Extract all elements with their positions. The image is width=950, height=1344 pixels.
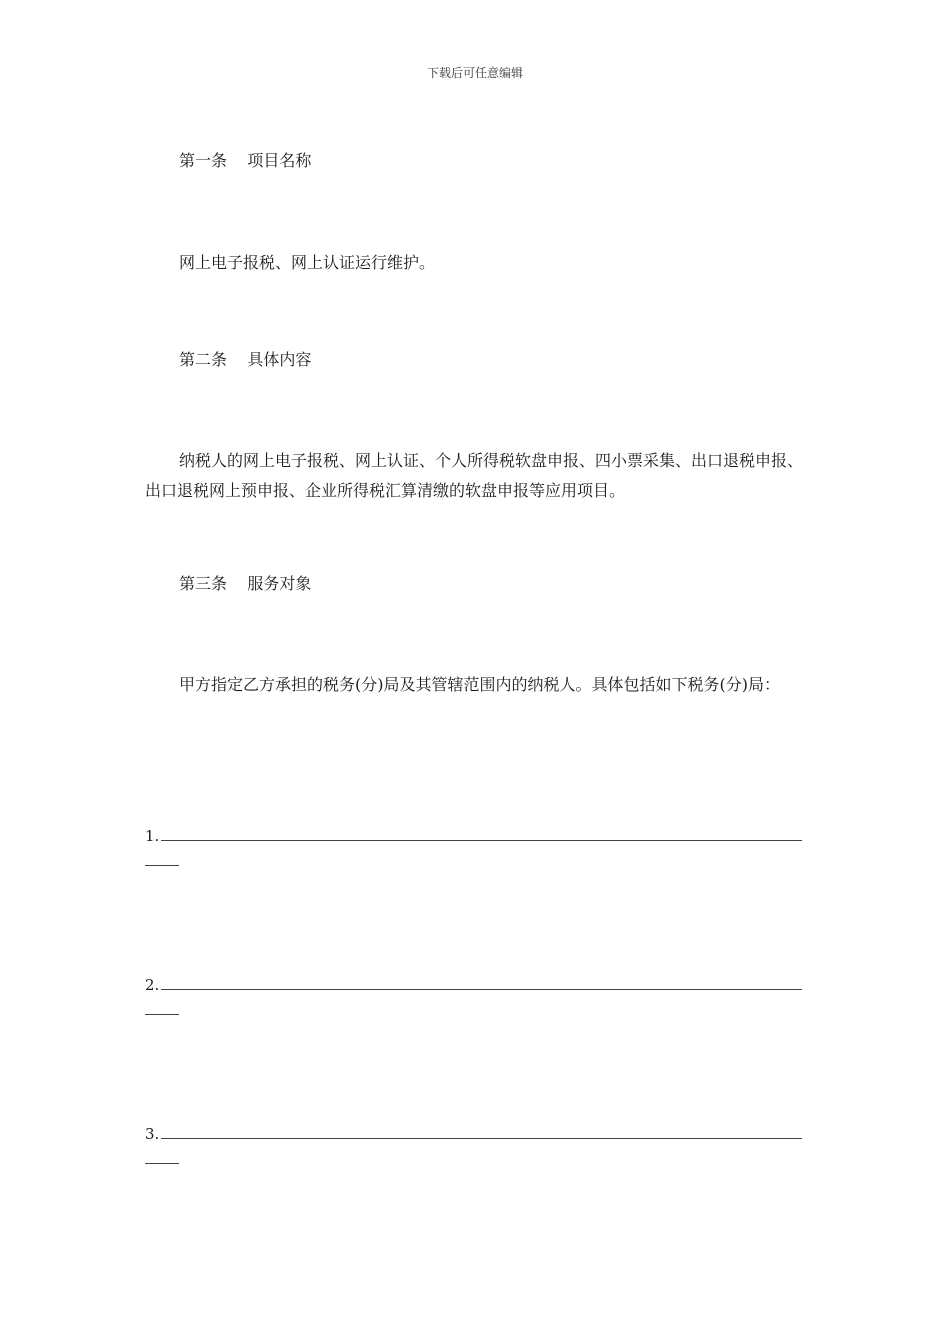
blank-number: 3.	[145, 1125, 160, 1143]
blank-rule-continuation	[145, 1163, 179, 1164]
blank-rule	[161, 840, 802, 841]
article-3-body: 甲方指定乙方承担的税务(分)局及其管辖范围内的纳税人。具体包括如下税务(分)局：	[179, 675, 780, 694]
article-1-number: 第一条	[179, 151, 228, 170]
article-2-number: 第二条	[179, 350, 228, 369]
blank-line-2	[145, 975, 805, 1035]
article-3-number: 第三条	[179, 574, 228, 593]
blank-number: 2.	[145, 976, 160, 994]
article-3-title: 服务对象	[247, 574, 312, 593]
page-header: 下载后可任意编辑	[426, 66, 523, 80]
article-2-heading	[145, 345, 805, 375]
blank-number: 1.	[145, 827, 160, 845]
blank-rule-continuation	[145, 865, 179, 866]
article-1-title: 项目名称	[247, 151, 312, 170]
article-1-body: 网上电子报税、网上认证运行维护。	[179, 253, 436, 272]
blank-line-3	[145, 1124, 805, 1184]
article-2-body: 纳税人的网上电子报税、网上认证、个人所得税软盘申报、四小票采集、出口退税申报、出口退税网上预申报、企业所得税汇算清缴的软盘申报等应用项目。	[145, 451, 804, 500]
article-3-heading	[145, 569, 805, 599]
article-1-heading	[145, 146, 805, 176]
article-2-title: 具体内容	[247, 350, 312, 369]
blank-rule	[161, 1138, 802, 1139]
blank-line-1	[145, 826, 805, 886]
blank-rule	[161, 989, 802, 990]
blank-rule-continuation	[145, 1014, 179, 1015]
